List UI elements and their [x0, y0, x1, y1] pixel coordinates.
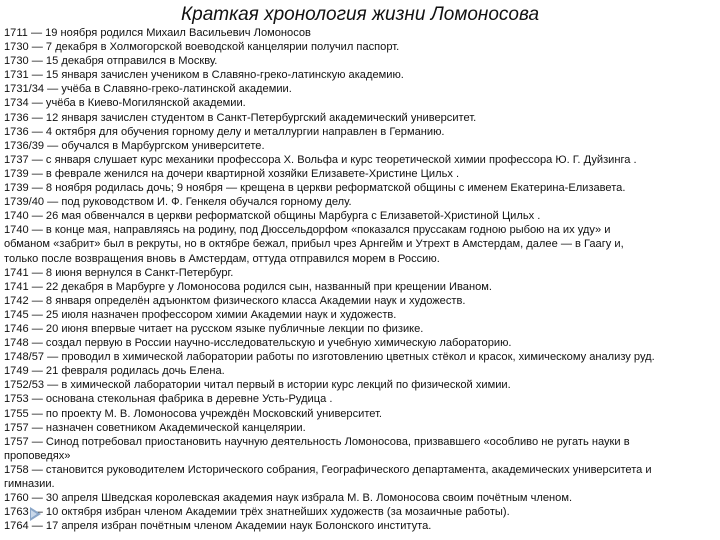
timeline-line: гимназии.	[4, 478, 55, 490]
timeline-line: 1749 — 21 февраля родилась дочь Елена.	[4, 365, 225, 378]
timeline-line: 1764 — 17 апреля избран почётным членом Академии наук Болонского института.	[4, 520, 432, 533]
timeline-line: 1755 — по проекту М. В. Ломоносова учреждён Московский университет.	[4, 407, 383, 420]
timeline-line: проповедях»	[4, 449, 71, 462]
timeline-line: 1746 — 20 июня впервые читает на русском языке публичные лекции по физике.	[4, 322, 424, 335]
timeline-line: 1760 — 30 апреля Шведская королевская академия наук избрала М. В. Ломоносова своим почётным членом.	[4, 492, 573, 505]
timeline-line: 1739/40 — под руководством И. Ф. Генкеля обучался горному делу.	[4, 196, 352, 209]
timeline-line: 1763 — 10 октября избран членом Академии трёх знатнейших художеств (за мозаичные работы).	[4, 506, 510, 519]
timeline-line: 1757 — назначен советником Академической канцелярии.	[4, 421, 306, 434]
timeline-line: 1753 — основана стекольная фабрика в деревне Усть-Рудица .	[4, 393, 333, 406]
timeline-line: 1748 — создал первую в России научно-исследовательскую и учебную химическую лабораторию.	[4, 337, 512, 350]
timeline-line: 1745 — 25 июля назначен профессором химии Академии наук и художеств.	[4, 308, 397, 321]
timeline-line: 1734 — учёба в Киево-Могилянской академии.	[4, 97, 246, 110]
timeline-line: 1758 — становится руководителем Исторического собрания, Географического департамента, академических университета и	[4, 463, 652, 476]
timeline-line: только после возвращения вновь в Амстердам, оттуда отправился морем в Россию.	[4, 252, 440, 265]
timeline-line: 1740 — в конце мая, направляясь на родину, под Дюссельдорфом «показался пруссакам годною рыбою на их уду» и	[4, 224, 611, 237]
timeline-line: 1741 — 22 декабря в Марбурге у Ломоносова родился сын, названный при крещении Иваном.	[4, 280, 492, 293]
timeline-list	[4, 26, 720, 533]
timeline-line: 1737 — с января слушает курс механики профессора Х. Вольфа и курс теоретической химии профессора Ю. Г. Дуйзинга .	[4, 153, 637, 166]
timeline-line: 1757 — Синод потребовал приостановить научную деятельность Ломоносова, призвавшего «особливо не ругать науки в	[4, 435, 630, 448]
timeline-line: 1739 — 8 ноября родилась дочь; 9 ноября — крещена в церкви реформатской общины с именем Екатерина-Елизавета.	[4, 182, 626, 195]
timeline-line: 1752/53 — в химической лаборатории читал первый в истории курс лекций по физической химии.	[4, 379, 511, 392]
timeline-line: 1736/39 — обучался в Марбургском университете.	[4, 139, 265, 152]
timeline-line: 1740 — 26 мая обвенчался в церкви реформатской общины Марбурга с Елизаветой-Христиной Цильх .	[4, 210, 541, 223]
timeline-line: 1731 — 15 января зачислен учеником в Славяно-греко-латинскую академию.	[4, 69, 404, 82]
timeline-line: 1739 — в феврале женился на дочери квартирной хозяйки Елизавете-Христине Цильх .	[4, 167, 460, 180]
play-arrow-icon[interactable]	[30, 507, 41, 521]
timeline-line: 1711 — 19 ноября родился Михаил Васильевич Ломоносов	[4, 27, 311, 39]
timeline-line: 1731/34 — учёба в Славяно-греко-латинской академии.	[4, 83, 292, 96]
timeline-line: 1736 — 12 января зачислен студентом в Санкт-Петербургский академический университет.	[4, 111, 477, 124]
timeline-line: обманом «забрит» был в рекруты, но в октябре бежал, прибыл чрез Арнгейм и Утрехт в Амстердам, далее — в Гаагу и,	[4, 238, 624, 251]
timeline-line: 1730 — 7 декабря в Холмогорской воеводской канцелярии получил паспорт.	[4, 41, 400, 54]
timeline-line: 1730 — 15 декабря отправился в Москву.	[4, 55, 218, 68]
timeline-line: 1748/57 — проводил в химической лаборатории работы по изготовлению цветных стёкол и красок, химическому анализу руд.	[4, 351, 655, 364]
timeline-line: 1736 — 4 октября для обучения горному делу и металлургии направлен в Германию.	[4, 125, 445, 138]
timeline-line: 1741 — 8 июня вернулся в Санкт-Петербург.	[4, 266, 234, 279]
timeline-line: 1742 — 8 января определён адъюнктом физического класса Академии наук и художеств.	[4, 294, 466, 307]
page-title: Краткая хронология жизни Ломоносова	[180, 4, 540, 25]
